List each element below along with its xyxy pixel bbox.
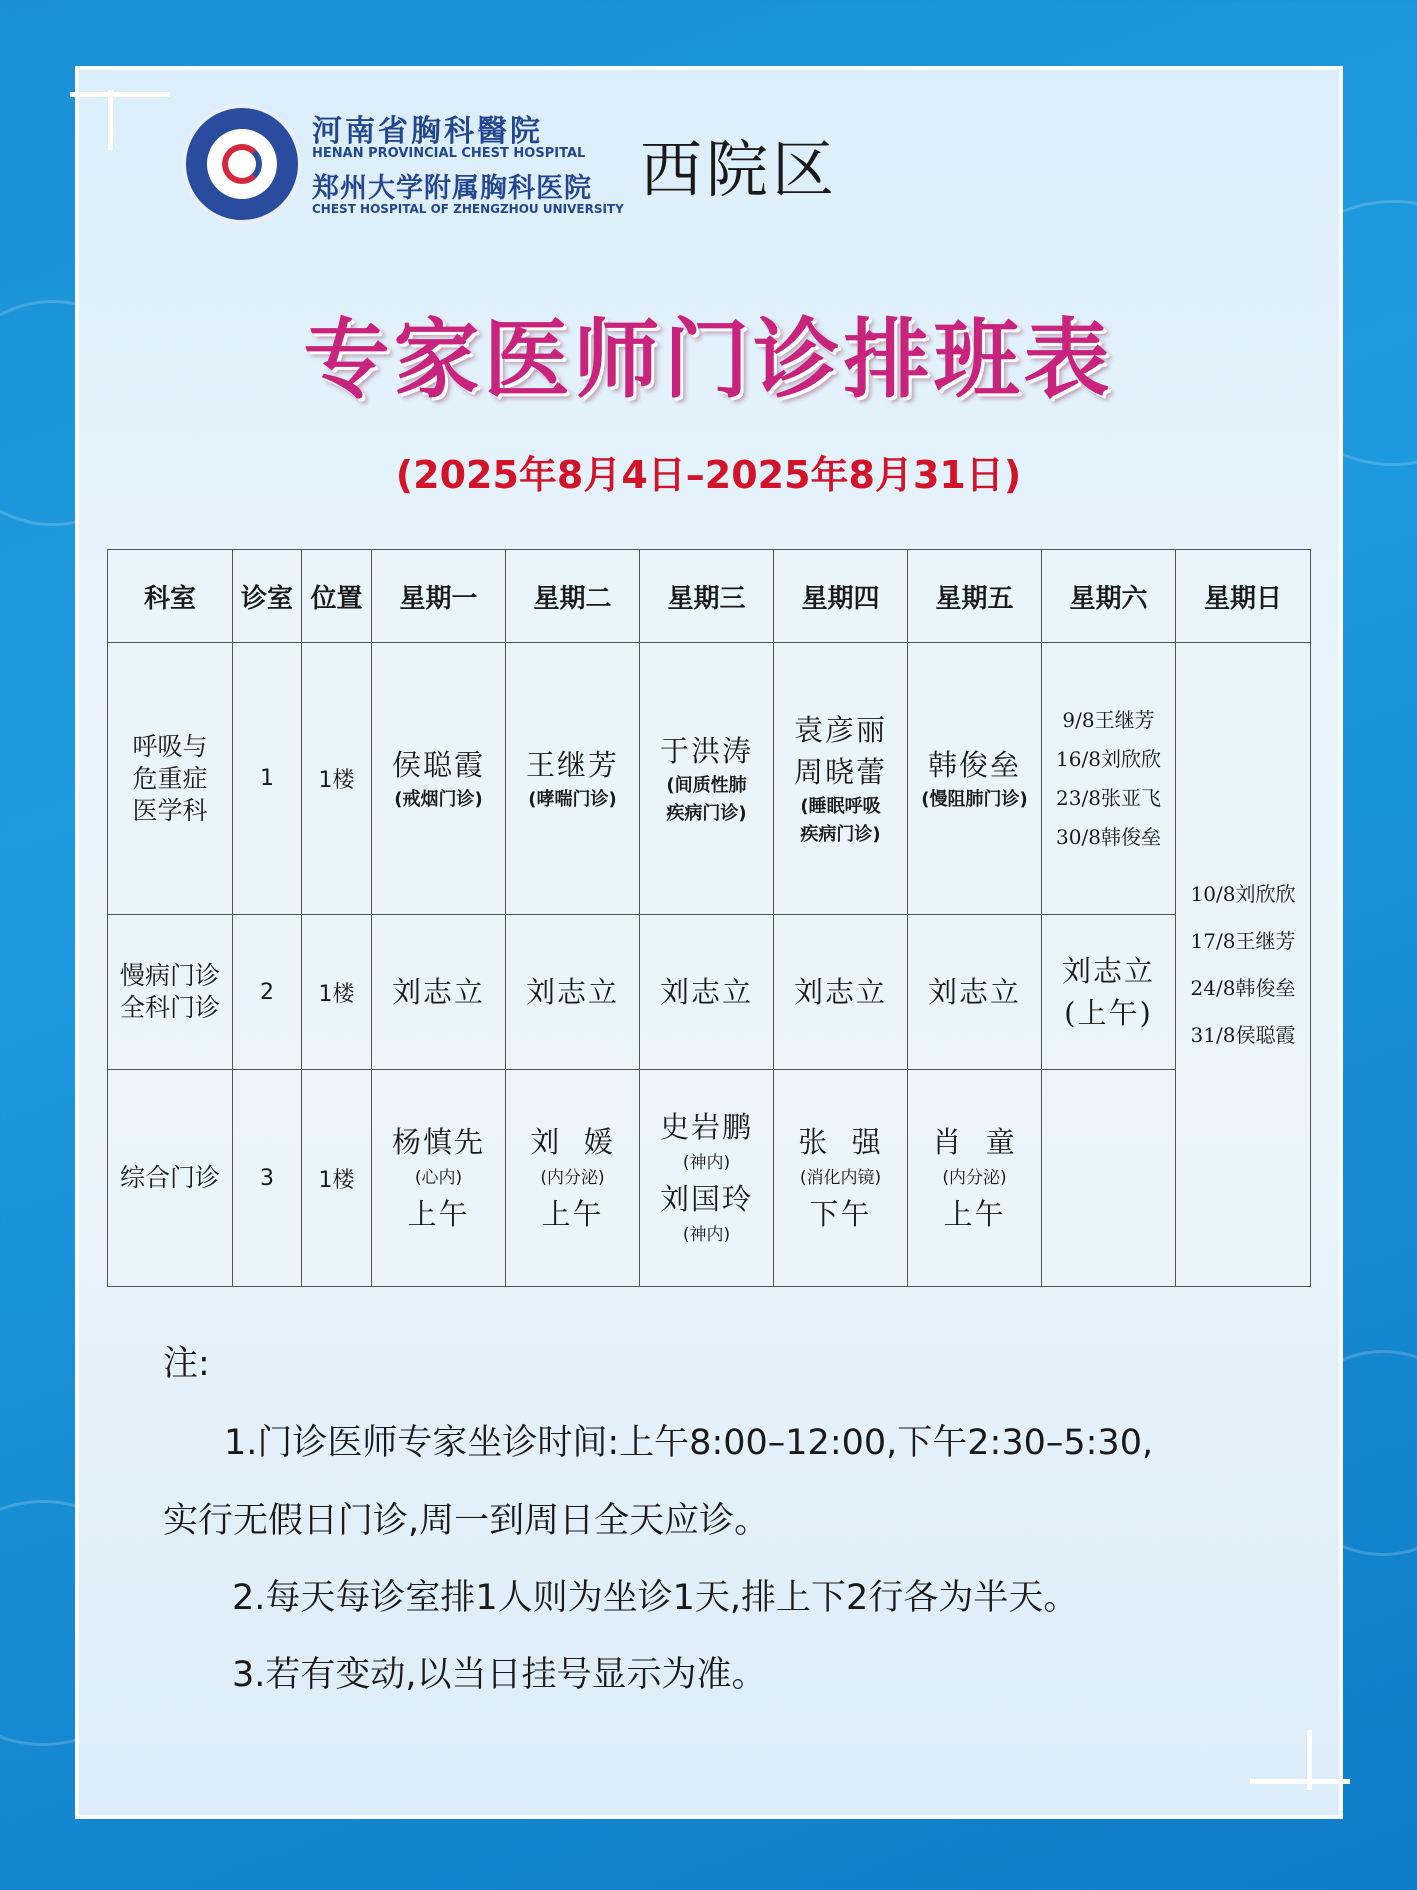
clinic-note: (内分泌) [540,1168,605,1188]
header-floor: 位置 [302,550,372,643]
campus-label: 西院区 [640,133,839,206]
doctor-name: 周晓蕾 [793,754,887,789]
room-cell: 1 [233,643,302,915]
doctor-name: 刘国玲 [659,1182,753,1216]
header-thu: 星期四 [774,550,908,643]
dept-cell: 综合门诊 [108,1070,233,1287]
clinic-note: (心内) [414,1168,463,1188]
doctor-name: 于洪涛 [659,733,753,768]
corner-mark [108,90,113,150]
schedule-table [107,549,1311,1287]
clinic-note: (哮喘门诊) [528,788,617,810]
notes-heading: 注: [163,1344,210,1384]
clinic-note: (间质性肺 [666,774,747,796]
header-tue: 星期二 [506,550,640,643]
table-header-row [108,550,1311,643]
doctor-name: 袁彦丽 [793,712,887,747]
corner-mark [70,92,170,97]
room-cell: 2 [233,915,302,1070]
doctor-name: 韩俊垒 [927,747,1021,782]
hospital-name-en: HENAN PROVINCIAL CHEST HOSPITAL [312,146,586,161]
clinic-note: (消化内镜) [799,1168,882,1188]
schedule-cell-mon [372,643,506,915]
clinic-note: (睡眠呼吸 [800,795,881,817]
dept-cell: 呼吸与 危重症 医学科 [108,643,233,915]
hospital-logo-icon [182,104,302,224]
clinic-note: (神内) [682,1153,731,1173]
note-line-2: 2.每天每诊室排1人则为坐诊1天,排上下2行各为半天。 [232,1578,1079,1618]
schedule-cell-wed [640,643,774,915]
floor-cell: 1楼 [302,915,372,1070]
header-dept: 科室 [108,550,233,643]
doctor-name: 刘 媛 [530,1125,615,1159]
schedule-cell-wed: 刘志立 [640,915,774,1070]
header-mon: 星期一 [372,550,506,643]
header-room: 诊室 [233,550,302,643]
doctor-name: 侯聪霞 [391,747,485,782]
doctor-name: 刘志立 [1061,954,1155,988]
header-sat: 星期六 [1042,550,1176,643]
table-row [108,915,1311,1070]
header-fri: 星期五 [908,550,1042,643]
table-row [108,1070,1311,1287]
schedule-cell-sat-empty [1042,1070,1176,1287]
schedule-cell-tue [506,643,640,915]
room-cell: 3 [233,1070,302,1287]
note-line-1-cont: 实行无假日门诊,周一到周日全天应诊。 [163,1501,770,1541]
schedule-cell-sat [1042,915,1176,1070]
schedule-cell-fri [908,1070,1042,1287]
floor-cell: 1楼 [302,643,372,915]
schedule-cell-sun: 10/8刘欣欣 17/8王继芳 24/8韩俊垒 31/8侯聪霞 [1176,643,1311,1287]
session-time: 上午 [541,1197,604,1231]
schedule-cell-sat: 9/8王继芳 16/8刘欣欣 23/8张亚飞 30/8韩俊垒 [1042,643,1176,915]
date-range: (2025年8月4日–2025年8月31日) [395,453,1022,497]
session-time: 下午 [809,1197,872,1231]
clinic-note: (神内) [682,1225,731,1245]
session-time: 上午 [407,1197,470,1231]
clinic-note: (慢阻肺门诊) [921,788,1028,810]
schedule-cell-thu [774,1070,908,1287]
schedule-cell-fri: 刘志立 [908,915,1042,1070]
clinic-note: 疾病门诊) [666,802,747,824]
corner-mark [1250,1779,1350,1784]
doctor-name: 张 强 [798,1125,883,1159]
doctor-name: 王继芳 [525,747,619,782]
university-affiliation-cn: 郑州大学附属胸科医院 [312,173,592,204]
schedule-cell-tue [506,1070,640,1287]
schedule-cell-thu: 刘志立 [774,915,908,1070]
dept-cell: 慢病门诊 全科门诊 [108,915,233,1070]
clinic-note: (内分泌) [942,1168,1007,1188]
page-title: 专家医师门诊排班表 [303,310,1114,410]
floor-cell: 1楼 [302,1070,372,1287]
doctor-name: 肖 童 [932,1125,1017,1159]
session-time: (上午) [1064,996,1153,1030]
hospital-name-cn: 河南省胸科醫院 [312,114,543,149]
schedule-cell-tue: 刘志立 [506,915,640,1070]
header-wed: 星期三 [640,550,774,643]
schedule-cell-wed [640,1070,774,1287]
header-sun: 星期日 [1176,550,1311,643]
session-time: 上午 [943,1197,1006,1231]
note-line-3: 3.若有变动,以当日挂号显示为准。 [232,1655,767,1695]
corner-mark [1307,1730,1312,1790]
table-row [108,643,1311,915]
university-affiliation-en: CHEST HOSPITAL OF ZHENGZHOU UNIVERSITY [312,202,624,216]
schedule-cell-mon: 刘志立 [372,915,506,1070]
note-line-1: 1.门诊医师专家坐诊时间:上午8:00–12:00,下午2:30–5:30, [224,1423,1154,1463]
clinic-note: 疾病门诊) [800,823,881,845]
schedule-cell-fri [908,643,1042,915]
doctor-name: 史岩鹏 [659,1110,753,1144]
schedule-cell-mon [372,1070,506,1287]
schedule-cell-thu [774,643,908,915]
doctor-name: 杨慎先 [391,1125,485,1159]
clinic-note: (戒烟门诊) [394,788,483,810]
